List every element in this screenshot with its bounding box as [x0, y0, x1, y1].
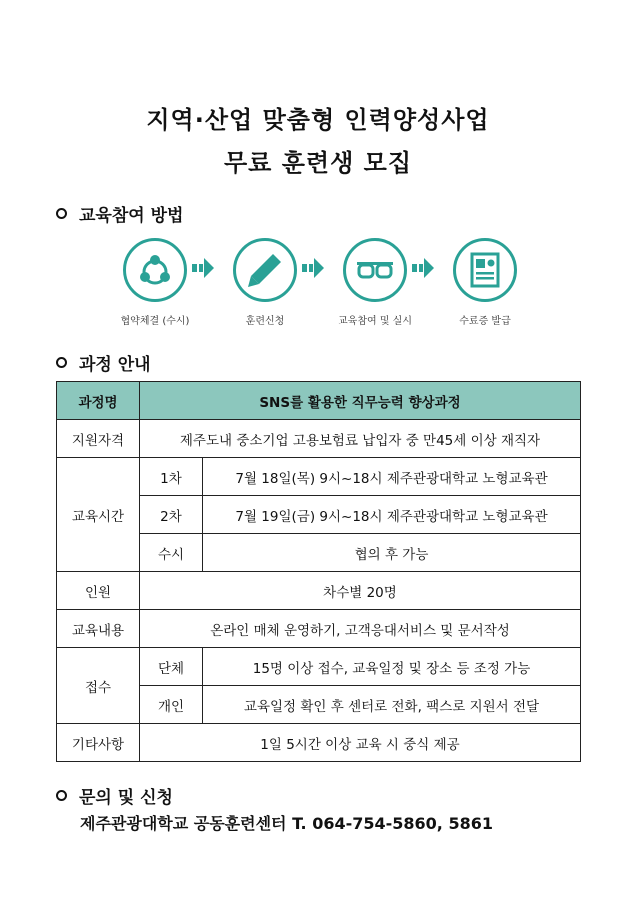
title-line-2: 무료 훈련생 모집	[224, 149, 412, 177]
glasses-icon	[343, 238, 407, 302]
section-heading-text: 문의 및 신청	[79, 788, 173, 808]
section-heading-course	[56, 350, 151, 375]
circle-bullet-icon	[56, 790, 67, 801]
circle-bullet-icon	[56, 357, 67, 368]
etc-value: 1일 5시간 이상 교육 시 중식 제공	[140, 724, 581, 762]
table-row	[57, 382, 581, 420]
table-row	[57, 724, 581, 762]
row-label: 인원	[57, 572, 140, 610]
course-table	[56, 381, 581, 762]
step-label: 수료증 발급	[459, 316, 511, 327]
reception-type: 개인	[140, 686, 203, 724]
pencil-icon	[233, 238, 297, 302]
row-label: 지원자격	[57, 420, 140, 458]
section-heading-text: 과정 안내	[79, 355, 151, 375]
table-row	[57, 420, 581, 458]
row-label: 교육시간	[57, 458, 140, 572]
table-row	[57, 572, 581, 610]
schedule-detail: 7월 18일(목) 9시~18시 제주관광대학교 노형교육관	[203, 458, 581, 496]
table-row	[57, 648, 581, 686]
schedule-detail: 협의 후 가능	[203, 534, 581, 572]
schedule-round: 2차	[140, 496, 203, 534]
course-name: SNS를 활용한 직무능력 향상과정	[140, 382, 581, 420]
step-label: 교육참여 및 실시	[338, 316, 412, 327]
capacity-value: 차수별 20명	[140, 572, 581, 610]
schedule-round: 수시	[140, 534, 203, 572]
table-row	[57, 458, 581, 496]
row-label: 과정명	[57, 382, 140, 420]
content-value: 온라인 매체 운영하기, 고객응대서비스 및 문서작성	[140, 610, 581, 648]
circle-bullet-icon	[56, 208, 67, 219]
reception-type: 단체	[140, 648, 203, 686]
table-row	[57, 610, 581, 648]
title-line-1: 지역·산업 맞춤형 인력양성사업	[146, 106, 490, 134]
certificate-icon	[453, 238, 517, 302]
step-label: 훈련신청	[245, 316, 285, 327]
step-label: 협약체결 (수시)	[120, 316, 190, 327]
schedule-detail: 7월 19일(금) 9시~18시 제주관광대학교 노형교육관	[203, 496, 581, 534]
contact-info: 제주관광대학교 공동훈련센터 T. 064-754-5860, 5861	[80, 814, 493, 833]
row-label: 교육내용	[57, 610, 140, 648]
schedule-round: 1차	[140, 458, 203, 496]
step-agreement	[100, 232, 210, 327]
step-participation	[320, 232, 430, 327]
step-certificate	[430, 232, 540, 327]
eligibility-value: 제주도내 중소기업 고용보험료 납입자 중 만45세 이상 재직자	[140, 420, 581, 458]
section-heading-method	[56, 201, 183, 226]
reception-detail: 15명 이상 접수, 교육일정 및 장소 등 조정 가능	[203, 648, 581, 686]
reception-detail: 교육일정 확인 후 센터로 전화, 팩스로 지원서 전달	[203, 686, 581, 724]
step-application	[210, 232, 320, 327]
row-label: 기타사항	[57, 724, 140, 762]
process-steps	[100, 232, 540, 332]
row-label: 접수	[57, 648, 140, 724]
section-heading-text: 교육참여 방법	[79, 206, 184, 226]
section-heading-contact	[56, 783, 173, 808]
network-icon	[123, 238, 187, 302]
